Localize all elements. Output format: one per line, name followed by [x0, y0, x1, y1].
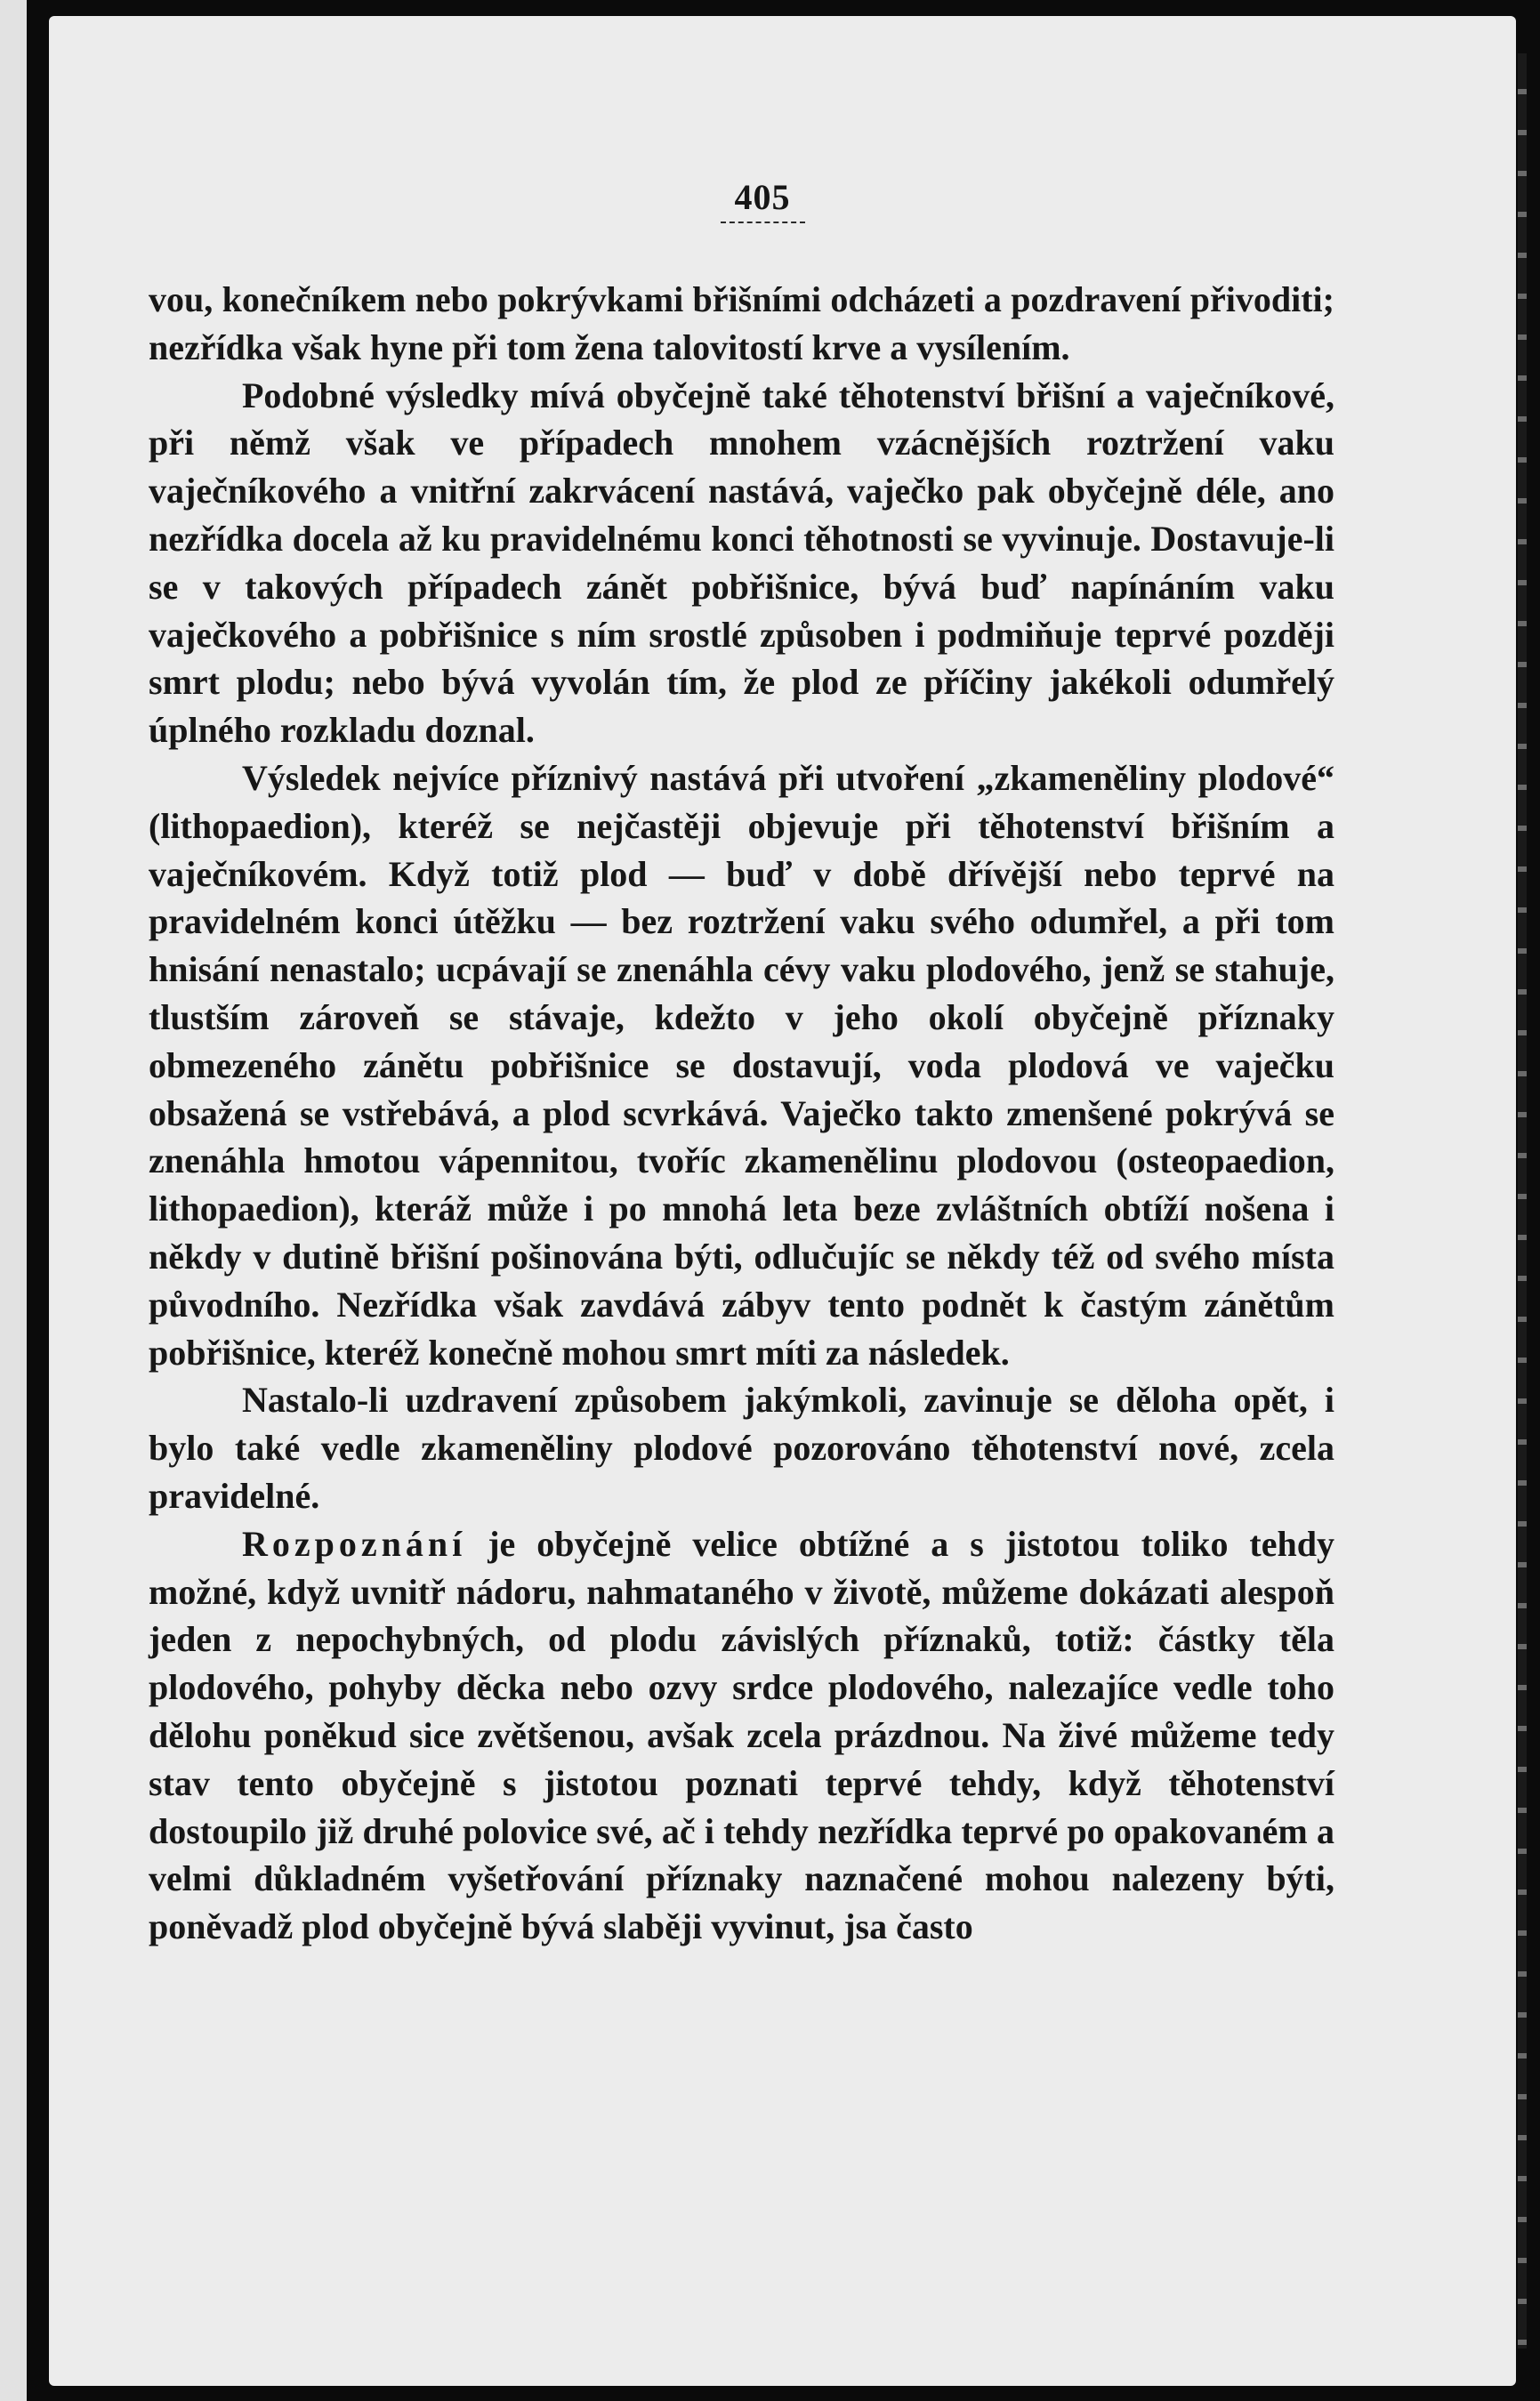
paragraph-5-text: je obyčejně velice obtížné a s jistotou toliko tehdy možné, když uvnitř nádoru, nahmataného v životě, můžeme dokázati alespoň jeden z nepochybných, od plodu závislých příznaků, totiž: částky těla plodového, pohyby děcka nebo ozvy srdce plodového, nalezajíce vedle toho dělohu poněkud sice zvětšenou, avšak zcela prázdnou. Na živé můžeme tedy stav tento obyčejně s jistotou poznati teprvé tehdy, když těhotenství dostoupilo již druhé polovice své, ač i tehdy nezřídka teprvé po opakovaném a velmi důkladném vyšetřování příznaky naznačené mohou nalezeny býti, poněvadž plod obyčejně bývá slaběji vyvinut, jsa často — [149, 1523, 1334, 1947]
paragraph-1: vou, konečníkem nebo pokrývkami břišními odcházeti a pozdravení přivoditi; nezřídka však hyne při tom žena talovitostí krve a vysílením. — [149, 279, 1334, 367]
paragraph-5 — [149, 1520, 1334, 1951]
book-page — [49, 16, 1516, 2386]
spaced-term-rozpoznani: Rozpoznání — [242, 1523, 467, 1564]
paragraph-3: Výsledek nejvíce příznivý nastává při utvoření „zkameněliny plodové“ (lithopaedion), kteréž se nejčastěji objevuje při těhotenství břišním a vaječníkovém. Když totiž plod — buď v době dřívější nebo teprvé na pravidelném konci útěžku — bez roztržení vaku svého odumřel, a při tom hnisání nenastalo; ucpávají se znenáhla cévy vaku plodového, jenž se stahuje, tlustším zároveň se stávaje, kdežto v jeho okolí obyčejně příznaky obmezeného zánětu pobřišnice se dostavují, voda plodová ve vaječku obsažená se vstřebává, a plod scvrkává. Vaječko takto zmenšené pokrývá se znenáhla hmotou vápennitou, tvoříc zkamenělinu plodovou (osteopaedion, lithopaedion), kteráž může i po mnohá leta beze zvláštních obtíží nošena i někdy v dutině břišní pošinována býti, odlučujíc se někdy též od svého místa původního. Nezřídka však zavdává zábyv tento podnět k častým zánětům pobřišnice, kteréž konečně mohou smrt míti za následek. — [149, 757, 1334, 1373]
binding-edge — [1518, 53, 1527, 2349]
page-number — [49, 176, 1476, 223]
paragraph-2: Podobné výsledky mívá obyčejně také těhotenství břišní a vaječníkové, při němž však ve případech mnohem vzácnějších roztržení vaku vaječníkového a vnitřní zakrvácení nastává, vaječko pak obyčejně déle, ano nezřídka docela až ku pravidelnému konci těhotnosti se vyvinuje. Dostavuje-li se v takových případech zánět pobřišnice, bývá buď napínáním vaku vaječkového a pobřišnice s ním srostlé způsoben i podmiňuje teprvé později smrt plodu; nebo bývá vyvolán tím, že plod ze příčiny jakékoli odumřelý úplného rozkladu doznal. — [149, 375, 1334, 751]
page-body — [149, 276, 1334, 1951]
page-number-text: 405 — [721, 176, 805, 223]
paragraph-4: Nastalo-li uzdravení způsobem jakýmkoli, zavinuje se děloha opět, i bylo také vedle zkameněliny plodové pozorováno těhotenství nové, zcela pravidelné. — [149, 1380, 1334, 1516]
previous-page-edge — [0, 0, 27, 2401]
